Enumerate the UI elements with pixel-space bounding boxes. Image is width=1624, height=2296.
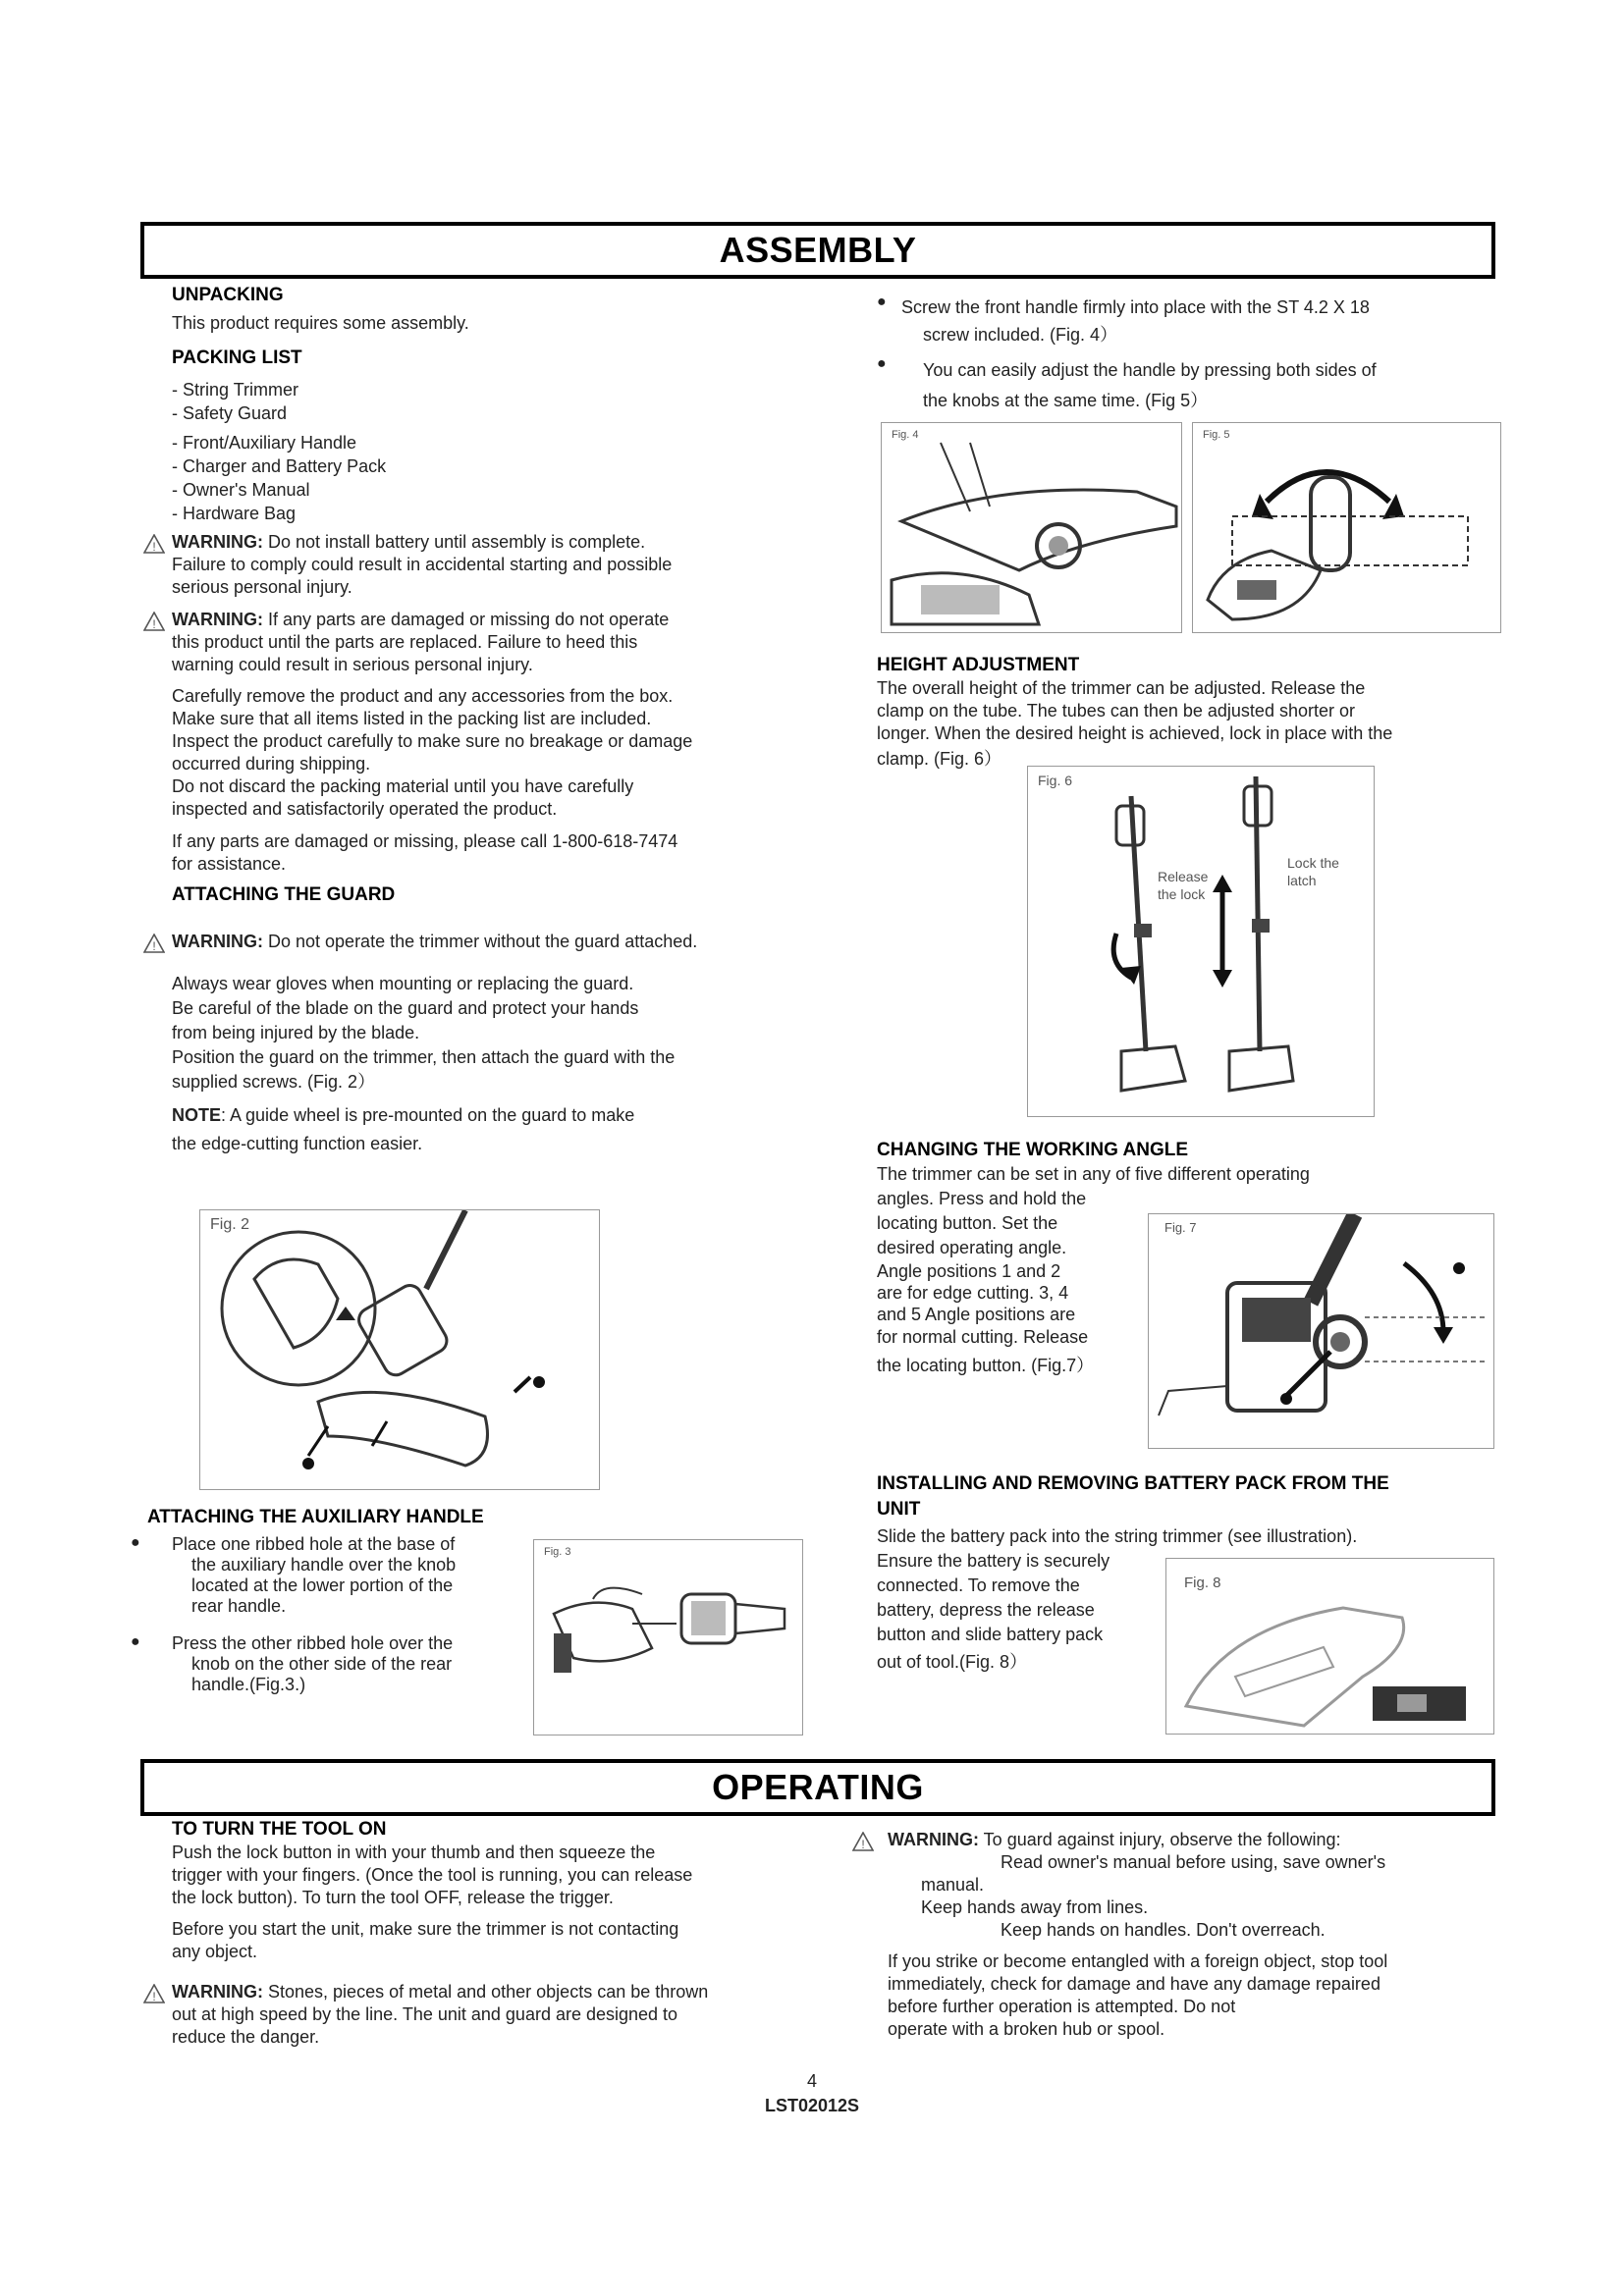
warning-text: out at high speed by the line. The unit and guard are designed to [172, 2004, 678, 2024]
text-line: for normal cutting. Release [877, 1327, 1089, 1347]
svg-text:!: ! [152, 540, 156, 554]
warning-text: To guard against injury, observe the following: [979, 1830, 1341, 1849]
list-item: - Owner's Manual [172, 480, 310, 500]
warning-text: If any parts are damaged or missing do not operate [263, 610, 670, 629]
text-line: Ensure the battery is securely [877, 1551, 1110, 1571]
text-line: latch [1287, 873, 1317, 888]
text-line: : A guide wheel is pre-mounted on the guard to make [221, 1105, 635, 1125]
text-line: angles. Press and hold the [877, 1189, 1087, 1208]
knob-adjust-illustration [1193, 423, 1499, 631]
text-line: Screw the front handle firmly into place with the ST 4.2 X 18 [901, 297, 1370, 317]
text-line: trigger with your fingers. (Once the tool is running, you can release [172, 1865, 693, 1885]
text-line: Carefully remove the product and any accessories from the box. [172, 686, 674, 706]
warning-label: WARNING: [172, 932, 263, 951]
operating-banner [140, 1759, 1495, 1816]
text-line: the auxiliary handle over the knob [191, 1555, 457, 1575]
text-line: Make sure that all items listed in the packing list are included. [172, 709, 652, 728]
figure-6 [1027, 766, 1375, 1117]
warning-text: Failure to comply could result in accidental starting and possible [172, 555, 673, 574]
text-line: connected. To remove the [877, 1575, 1080, 1595]
packing-list [172, 378, 386, 525]
text-line: Lock the [1287, 855, 1339, 871]
figure-label: Fig. 6 [1038, 773, 1073, 788]
text-line: Position the guard on the trimmer, then attach the guard with the [172, 1047, 676, 1067]
figure-label: Fig. 4 [892, 429, 919, 441]
text-line: screw included. (Fig. 4） [923, 325, 1118, 345]
text-line: Place one ribbed hole at the base of [172, 1534, 456, 1554]
assembly-title: ASSEMBLY [719, 230, 917, 270]
text-line: If any parts are damaged or missing, please call 1-800-618-7474 [172, 831, 678, 851]
aux-bullet-2 [172, 1633, 506, 1695]
adjust-paragraph [923, 355, 1492, 416]
text-line: supplied screws. (Fig. 2） [172, 1072, 376, 1092]
warning-label: WARNING: [888, 1830, 979, 1849]
text-line: clamp. (Fig. 6） [877, 749, 1002, 769]
svg-text:!: ! [861, 1838, 865, 1851]
figure-label: Fig. 7 [1164, 1220, 1197, 1235]
warning-icon [143, 534, 165, 554]
text-line: clamp on the tube. The tubes can then be adjusted shorter or [877, 701, 1355, 721]
svg-text:!: ! [152, 617, 156, 631]
warning-5 [888, 1829, 1496, 1942]
text-line: located at the lower portion of the [191, 1575, 454, 1595]
text-line: Before you start the unit, make sure the trimmer is not contacting [172, 1919, 679, 1939]
figure-label: Fig. 2 [210, 1216, 250, 1233]
warning-text: Stones, pieces of metal and other objects can be thrown [263, 1982, 709, 2002]
warning-text: Read owner's manual before using, save owner's [1001, 1852, 1386, 1872]
angle-adjust-illustration [1149, 1214, 1492, 1447]
bullet-icon: ● [131, 1534, 140, 1551]
turn-on-heading: TO TURN THE TOOL ON [172, 1819, 387, 1840]
list-item: - String Trimmer [172, 380, 299, 400]
operating-title: OPERATING [712, 1767, 924, 1807]
warning-text: Keep hands away from lines. [921, 1897, 1149, 1917]
warning-label: WARNING: [172, 1982, 263, 2002]
text-line: Be careful of the blade on the guard and protect your hands [172, 998, 639, 1018]
text-line: If you strike or become entangled with a foreign object, stop tool [888, 1951, 1388, 1971]
page-number: 4 [806, 2071, 817, 2091]
list-item: - Front/Auxiliary Handle [172, 433, 357, 453]
figure-7 [1148, 1213, 1494, 1449]
assembly-banner [140, 222, 1495, 279]
warning-label: WARNING: [172, 610, 263, 629]
warning-text: this product until the parts are replaced. Failure to heed this [172, 632, 638, 652]
warning-3 [172, 931, 800, 953]
careful-paragraph [172, 685, 800, 821]
guard-paragraph [172, 972, 800, 1095]
list-item: - Charger and Battery Pack [172, 456, 387, 476]
text-line: Always wear gloves when mounting or replacing the guard. [172, 974, 634, 993]
warning-label: WARNING: [172, 532, 263, 552]
text-line: the lock [1158, 886, 1206, 902]
warning-icon [143, 612, 165, 631]
figure-label: Fig. 5 [1203, 429, 1230, 441]
bullet-icon: ● [131, 1633, 140, 1650]
text-line: the locating button. (Fig.7） [877, 1356, 1095, 1375]
warning-1 [172, 531, 781, 599]
note-label: NOTE [172, 1105, 222, 1125]
bullet-icon: ● [877, 294, 887, 310]
text-line: out of tool.(Fig. 8） [877, 1652, 1028, 1672]
warning-text: manual. [921, 1875, 985, 1895]
figure-label: Fig. 8 [1184, 1575, 1221, 1591]
unpacking-text: This product requires some assembly. [172, 313, 469, 333]
svg-text:!: ! [152, 1990, 156, 2003]
figure-3 [533, 1539, 803, 1735]
release-lock-label [1158, 868, 1208, 903]
text-line: and 5 Angle positions are [877, 1305, 1076, 1324]
height-adjust-illustration [1028, 767, 1373, 1115]
text-line: longer. When the desired height is achieved, lock in place with the [877, 723, 1393, 743]
text-line: You can easily adjust the handle by pressing both sides of [923, 360, 1377, 380]
text-line: knob on the other side of the rear [191, 1654, 453, 1674]
warning-4 [172, 1981, 810, 2049]
text-line: the knobs at the same time. (Fig 5） [923, 391, 1209, 410]
text-line: INSTALLING AND REMOVING BATTERY PACK FROM THE [877, 1473, 1389, 1494]
height-paragraph [877, 677, 1505, 771]
figure-8 [1165, 1558, 1494, 1735]
battery-heading [877, 1471, 1389, 1522]
text-line: from being injured by the blade. [172, 1023, 420, 1042]
guard-heading: ATTACHING THE GUARD [172, 884, 396, 905]
text-line: Slide the battery pack into the string trimmer (see illustration). [877, 1526, 1358, 1546]
text-line: battery, depress the release [877, 1600, 1095, 1620]
text-line: The overall height of the trimmer can be adjusted. Release the [877, 678, 1366, 698]
warning-text: warning could result in serious personal injury. [172, 655, 533, 674]
height-heading: HEIGHT ADJUSTMENT [877, 655, 1080, 675]
text-line: are for edge cutting. 3, 4 [877, 1283, 1069, 1303]
warning-text: serious personal injury. [172, 577, 352, 597]
text-line: rear handle. [191, 1596, 287, 1616]
figure-2 [199, 1209, 600, 1490]
angle-heading: CHANGING THE WORKING ANGLE [877, 1140, 1189, 1160]
text-line: UNIT [877, 1499, 921, 1520]
lock-latch-label [1287, 854, 1339, 889]
text-line: locating button. Set the [877, 1213, 1058, 1233]
warning-text: Do not install battery until assembly is complete. [263, 532, 646, 552]
warning-text: reduce the danger. [172, 2027, 320, 2047]
foreign-object-paragraph [888, 1950, 1496, 2041]
text-line: The trimmer can be set in any of five different operating [877, 1164, 1310, 1184]
aux-bullet-1 [172, 1534, 506, 1617]
warning-icon [143, 1984, 165, 2003]
screw-paragraph [901, 294, 1490, 348]
text-line: Angle positions 1 and 2 [877, 1261, 1061, 1281]
before-start-paragraph [172, 1918, 810, 1963]
text-line: before further operation is attempted. Do not [888, 1997, 1236, 2016]
text-line: operate with a broken hub or spool. [888, 2019, 1165, 2039]
front-handle-illustration [882, 423, 1180, 631]
text-line: button and slide battery pack [877, 1625, 1104, 1644]
text-line: Inspect the product carefully to make sure no breakage or damage [172, 731, 693, 751]
text-line: inspected and satisfactorily operated the product. [172, 799, 558, 819]
text-line: Push the lock button in with your thumb and then squeeze the [172, 1842, 656, 1862]
call-paragraph [172, 830, 800, 876]
model-number: LST02012S [764, 2096, 860, 2115]
text-line: handle.(Fig.3.) [191, 1675, 306, 1694]
aux-handle-heading: ATTACHING THE AUXILIARY HANDLE [147, 1507, 484, 1527]
packing-list-heading: PACKING LIST [172, 347, 302, 368]
text-line: occurred during shipping. [172, 754, 371, 774]
text-line: the lock button). To turn the tool OFF, release the trigger. [172, 1888, 614, 1907]
text-line: for assistance. [172, 854, 287, 874]
warning-2 [172, 609, 781, 676]
figure-label: Fig. 3 [544, 1546, 571, 1558]
text-line: any object. [172, 1942, 258, 1961]
warning-text: Do not operate the trimmer without the guard attached. [263, 932, 698, 951]
aux-handle-illustration [534, 1540, 801, 1734]
text-line: Release [1158, 869, 1209, 884]
figure-5 [1192, 422, 1501, 633]
text-line: Press the other ribbed hole over the [172, 1633, 454, 1653]
text-line: Do not discard the packing material until you have carefully [172, 776, 634, 796]
svg-text:!: ! [152, 939, 156, 953]
figure-4 [881, 422, 1182, 633]
warning-icon [143, 934, 165, 953]
bullet-icon: ● [877, 355, 887, 372]
list-item: - Safety Guard [172, 403, 288, 423]
text-line: desired operating angle. [877, 1238, 1067, 1257]
note-paragraph [172, 1101, 800, 1158]
text-line: immediately, check for damage and have any damage repaired [888, 1974, 1380, 1994]
list-item: - Hardware Bag [172, 504, 297, 523]
warning-text: Keep hands on handles. Don't overreach. [1001, 1920, 1326, 1940]
guard-illustration [200, 1210, 598, 1488]
warning-icon [852, 1832, 874, 1851]
turn-on-paragraph [172, 1842, 810, 1909]
text-line: the edge-cutting function easier. [172, 1134, 423, 1153]
unpacking-heading: UNPACKING [172, 285, 284, 305]
